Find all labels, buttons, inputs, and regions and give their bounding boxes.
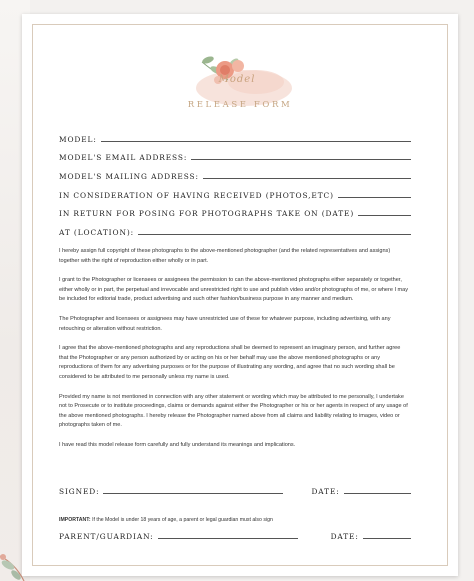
email-input-line[interactable] [191, 158, 411, 160]
guardian-date-input-line[interactable] [363, 537, 411, 539]
posing-date-input-line[interactable] [358, 214, 411, 216]
signed-label: SIGNED: [59, 487, 100, 496]
email-label: MODEL'S EMAIL ADDRESS: [59, 153, 188, 162]
important-label: IMPORTANT: [59, 517, 91, 523]
email-field[interactable] [59, 150, 411, 162]
guardian-label: PARENT/GUARDIAN: [59, 532, 154, 541]
guardian-signature-input-line[interactable] [158, 537, 298, 539]
guardian-row [59, 529, 411, 541]
model-input-line[interactable] [101, 140, 411, 142]
release-terms [59, 247, 411, 461]
consideration-input-line[interactable] [338, 196, 411, 198]
signature-row [59, 484, 411, 496]
terms-paragraph: Provided my name is not mentioned in connection with any other statement or wording which may be attributed to me personally, I undertake not to Prosecute or to institute proceedings, claims or demands against either the Photographer or his or her agents in respect of any usage of the above mentioned photographs. I hereby release the Photographer named above from all claims and liability relating to images, video or photographs taken of me. [59, 393, 408, 429]
terms-paragraph: The Photographer and licensees or assignees may have unrestricted use of these for whatever purpose, including advertising, with any retouching or alteration without restriction. [59, 315, 391, 332]
signature-input-line[interactable] [103, 492, 283, 494]
posing-date-field[interactable] [59, 206, 411, 218]
location-label: AT (LOCATION): [59, 228, 134, 237]
terms-paragraph: I hereby assign full copyright of these photographs to the above-mentioned photographer (and the related representatives and assigns) together with the right of reproduction either wholly or in part. [59, 248, 391, 264]
posing-date-label: IN RETURN FOR POSING FOR PHOTOGRAPHS TAKE ON (DATE) [59, 209, 355, 218]
important-text: If the Model is under 18 years of age, a parent or legal guardian must also sign [92, 517, 273, 523]
mailing-address-input-line[interactable] [203, 177, 411, 179]
date-input-line[interactable] [344, 492, 411, 494]
location-input-line[interactable] [138, 233, 411, 235]
consideration-label: IN CONSIDERATION OF HAVING RECEIVED (PHOTOS,ETC) [59, 191, 334, 200]
important-note [59, 517, 273, 523]
form-title: RELEASE FORM [187, 100, 293, 110]
mailing-address-field[interactable] [59, 169, 411, 181]
terms-paragraph: I grant to the Photographer or licensees or assignees the permission to can the above-mentioned photographs either separately or together, either wholly or in part, the perpetual and irrevocable and unrestricted right to use and publish video and/or photographs of me, or where I may be included for editorial trade, product advertising and such other fashion/business purpose in any manner and medium. [59, 277, 409, 303]
consideration-field[interactable] [59, 188, 411, 200]
model-field[interactable] [59, 132, 411, 144]
model-label: MODEL: [59, 135, 97, 144]
location-field[interactable] [59, 225, 411, 237]
terms-paragraph: I agree that the above-mentioned photographs and any reproductions shall be deemed to represent an imaginary person, and further agree that the Photographer or any person authorized by or acting on his or her behalf may use the above mentioned photographs or any reproductions of them for any advertising purposes or for the purpose of illustrating any wording, and agree that no such wording shall be considered to be attributed to me personally unless my name is used. [59, 345, 401, 380]
logo-script-text: Model [218, 74, 256, 85]
release-form-page [22, 14, 458, 576]
date-label: DATE: [311, 487, 340, 496]
guardian-date-label: DATE: [330, 532, 359, 541]
terms-paragraph: I have read this model release form carefully and fully understand its meanings and implications. [59, 441, 296, 448]
mailing-address-label: MODEL'S MAILING ADDRESS: [59, 172, 199, 181]
